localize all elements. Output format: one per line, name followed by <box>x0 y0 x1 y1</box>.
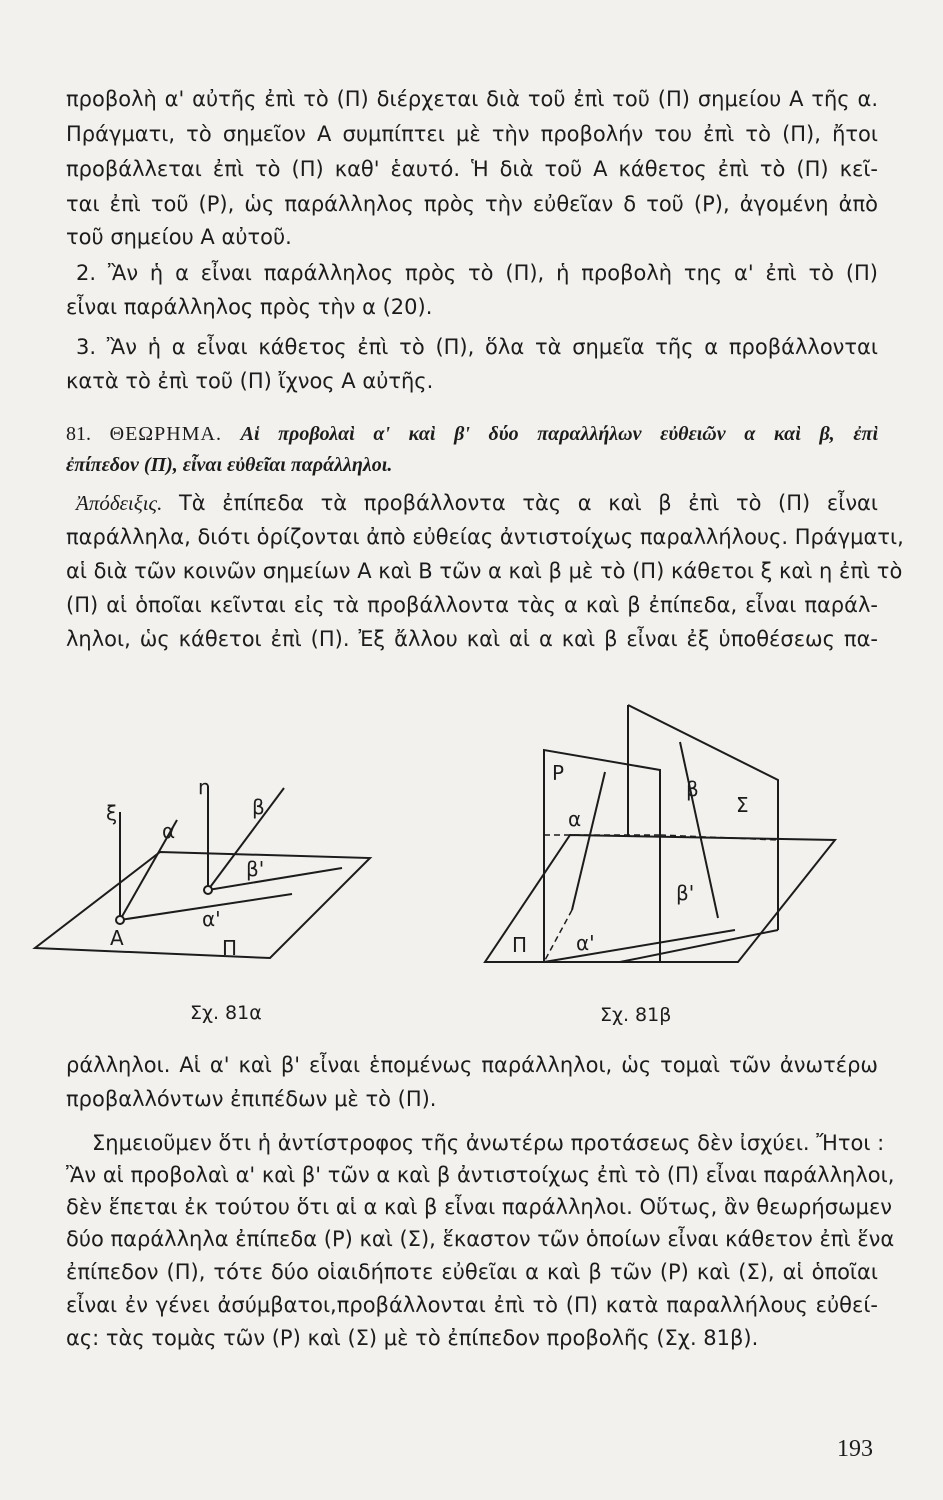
point-A <box>116 916 124 924</box>
hidden-edge <box>544 910 572 962</box>
label-alpha: α <box>162 819 176 843</box>
figure-81b <box>480 700 840 975</box>
figure-81b-drawing <box>480 700 840 975</box>
text-line: προβάλλεται ἐπὶ τὸ (Π) καθ' ἑαυτό. Ἡ διὰ τοῦ Α κάθετος ἐπὶ τὸ (Π) κεῖ- <box>66 157 878 181</box>
remark-line: Σημειοῦμεν ὅτι ἡ ἀντίστροφος τῆς ἀνωτέρω προτάσεως δὲν ἰσχύει. Ἤτοι : <box>92 1131 885 1155</box>
label-beta: β <box>252 795 265 819</box>
figure-81b-caption: Σχ. 81β <box>600 1004 672 1026</box>
point-B <box>204 886 212 894</box>
label-beta: β <box>686 777 699 801</box>
plane-pi <box>35 852 370 958</box>
label-beta-prime: β' <box>246 857 265 881</box>
theorem-statement: Αἱ προβολαὶ α' καὶ β' δύο παραλλήλων εὐθειῶν α καὶ β, ἐπὶ <box>240 423 878 445</box>
figure-81a <box>30 760 390 975</box>
label-eta: η <box>198 775 211 799</box>
theorem-statement-cont <box>66 452 878 478</box>
label-Sigma: Σ <box>736 793 749 817</box>
proof-text: Τὰ ἐπίπεδα τὰ προβάλλοντα τὰς α καὶ β ἐπὶ τὸ (Π) εἶναι <box>178 491 878 515</box>
figure-81a-drawing <box>30 760 390 975</box>
text-line: Πράγματι, τὸ σημεῖον Α συμπίπτει μὲ τὴν προβολήν του ἐπὶ τὸ (Π), ἤτοι <box>66 122 878 146</box>
proof-line: αἱ διὰ τῶν κοινῶν σημείων Α καὶ Β τῶν α καὶ β μὲ τὸ (Π) κάθετοι ξ καὶ η ἐπὶ τὸ <box>66 559 903 583</box>
label-alpha-prime: α' <box>576 931 595 955</box>
label-Pi: Π <box>222 936 238 960</box>
remark-line: ἐπίπεδον (Π), τότε δύο οἱαιδήποτε εὐθεῖαι α καὶ β τῶν (Ρ) καὶ (Σ), αἱ ὁποῖαι <box>66 1260 878 1284</box>
remark-line: ας: τὰς τομὰς τῶν (Ρ) καὶ (Σ) μὲ τὸ ἐπίπεδον προβολῆς (Σχ. 81β). <box>66 1326 759 1350</box>
text-line: προβολὴ α' αὐτῆς ἐπὶ τὸ (Π) διέρχεται διὰ τοῦ ἐπὶ τοῦ (Π) σημείου Α τῆς α. <box>66 87 878 111</box>
remark-line: δὲν ἕπεται ἐκ τούτου ὅτι αἱ α καὶ β εἶναι παράλληλοι. Οὕτως, ἂν θεωρήσωμεν <box>66 1195 893 1219</box>
label-beta-prime: β' <box>676 881 695 905</box>
item-2-line: εἶναι παράλληλος πρὸς τὴν α (20). <box>66 295 433 319</box>
theorem-statement-line2: ἐπίπεδον (Π), εἶναι εὐθεῖαι παράλληλοι. <box>66 454 393 476</box>
proof-line: ληλοι, ὡς κάθετοι ἐπὶ (Π). Ἐξ ἄλλου καὶ αἱ α καὶ β εἶναι ἐξ ὑποθέσεως πα- <box>66 627 878 651</box>
text-line: ται ἐπὶ τοῦ (Ρ), ὡς παράλληλος πρὸς τὴν εὐθεῖαν δ τοῦ (Ρ), ἀγομένη ἀπὸ <box>66 192 878 216</box>
item-3-line: κατὰ τὸ ἐπὶ τοῦ (Π) ἴχνος Α αὐτῆς. <box>66 369 434 393</box>
theorem-title: ΘΕΩΡΗΜΑ. <box>109 423 222 445</box>
theorem-heading <box>66 421 878 447</box>
remark-line: δύο παράλληλα ἐπίπεδα (Ρ) καὶ (Σ), ἕκαστον τῶν ὁποίων εἶναι κάθετον ἐπὶ ἕνα <box>66 1227 895 1251</box>
remark-line: εἶναι ἐν γένει ἀσύμβατοι,προβάλλονται ἐπὶ τὸ (Π) κατὰ παραλλήλους εὐθεί- <box>66 1293 878 1317</box>
line-beta-prime <box>208 868 342 890</box>
proof-line <box>76 490 878 516</box>
text-line: τοῦ σημείου Α αὐτοῦ. <box>66 225 292 249</box>
label-A: Α <box>110 926 124 950</box>
theorem-number: 81. <box>66 423 91 445</box>
plane-sigma <box>628 705 778 930</box>
label-Pi: Π <box>512 933 528 957</box>
label-alpha: α <box>568 807 582 831</box>
label-P: Ρ <box>552 761 565 785</box>
remark-line: Ἂν αἱ προβολαὶ α' καὶ β' τῶν α καὶ β ἀντιστοίχως ἐπὶ τὸ (Π) εἶναι παράλληλοι, <box>66 1163 895 1187</box>
item-3-line: 3. Ἂν ἡ α εἶναι κάθετος ἐπὶ τὸ (Π), ὅλα τὰ σημεῖα τῆς α προβάλλονται <box>76 335 878 359</box>
proof-line: παράλληλα, διότι ὁρίζονται ἀπὸ εὐθείας ἀντιστοίχως παραλλήλους. Πράγματι, <box>66 525 904 549</box>
proof-line: (Π) αἱ ὁποῖαι κεῖνται εἰς τὰ προβάλλοντα τὰς α καὶ β ἐπίπεδα, εἶναι παράλ- <box>66 593 878 617</box>
line-alpha <box>572 772 605 910</box>
figure-81a-caption: Σχ. 81α <box>190 1002 262 1024</box>
page-number: 193 <box>837 1436 873 1462</box>
proof-label: Ἀπόδειξις. <box>76 491 163 515</box>
text-line: προβαλλόντων ἐπιπέδων μὲ τὸ (Π). <box>66 1087 437 1111</box>
item-2-line: 2. Ἂν ἡ α εἶναι παράλληλος πρὸς τὸ (Π), ἡ προβολὴ της α' ἐπὶ τὸ (Π) <box>76 261 878 285</box>
label-alpha-prime: α' <box>202 907 221 931</box>
text-line: ράλληλοι. Αἱ α' καὶ β' εἶναι ἑπομένως παράλληλοι, ὡς τομαὶ τῶν ἀνωτέρω <box>66 1053 878 1077</box>
label-xi: ξ <box>106 801 118 825</box>
